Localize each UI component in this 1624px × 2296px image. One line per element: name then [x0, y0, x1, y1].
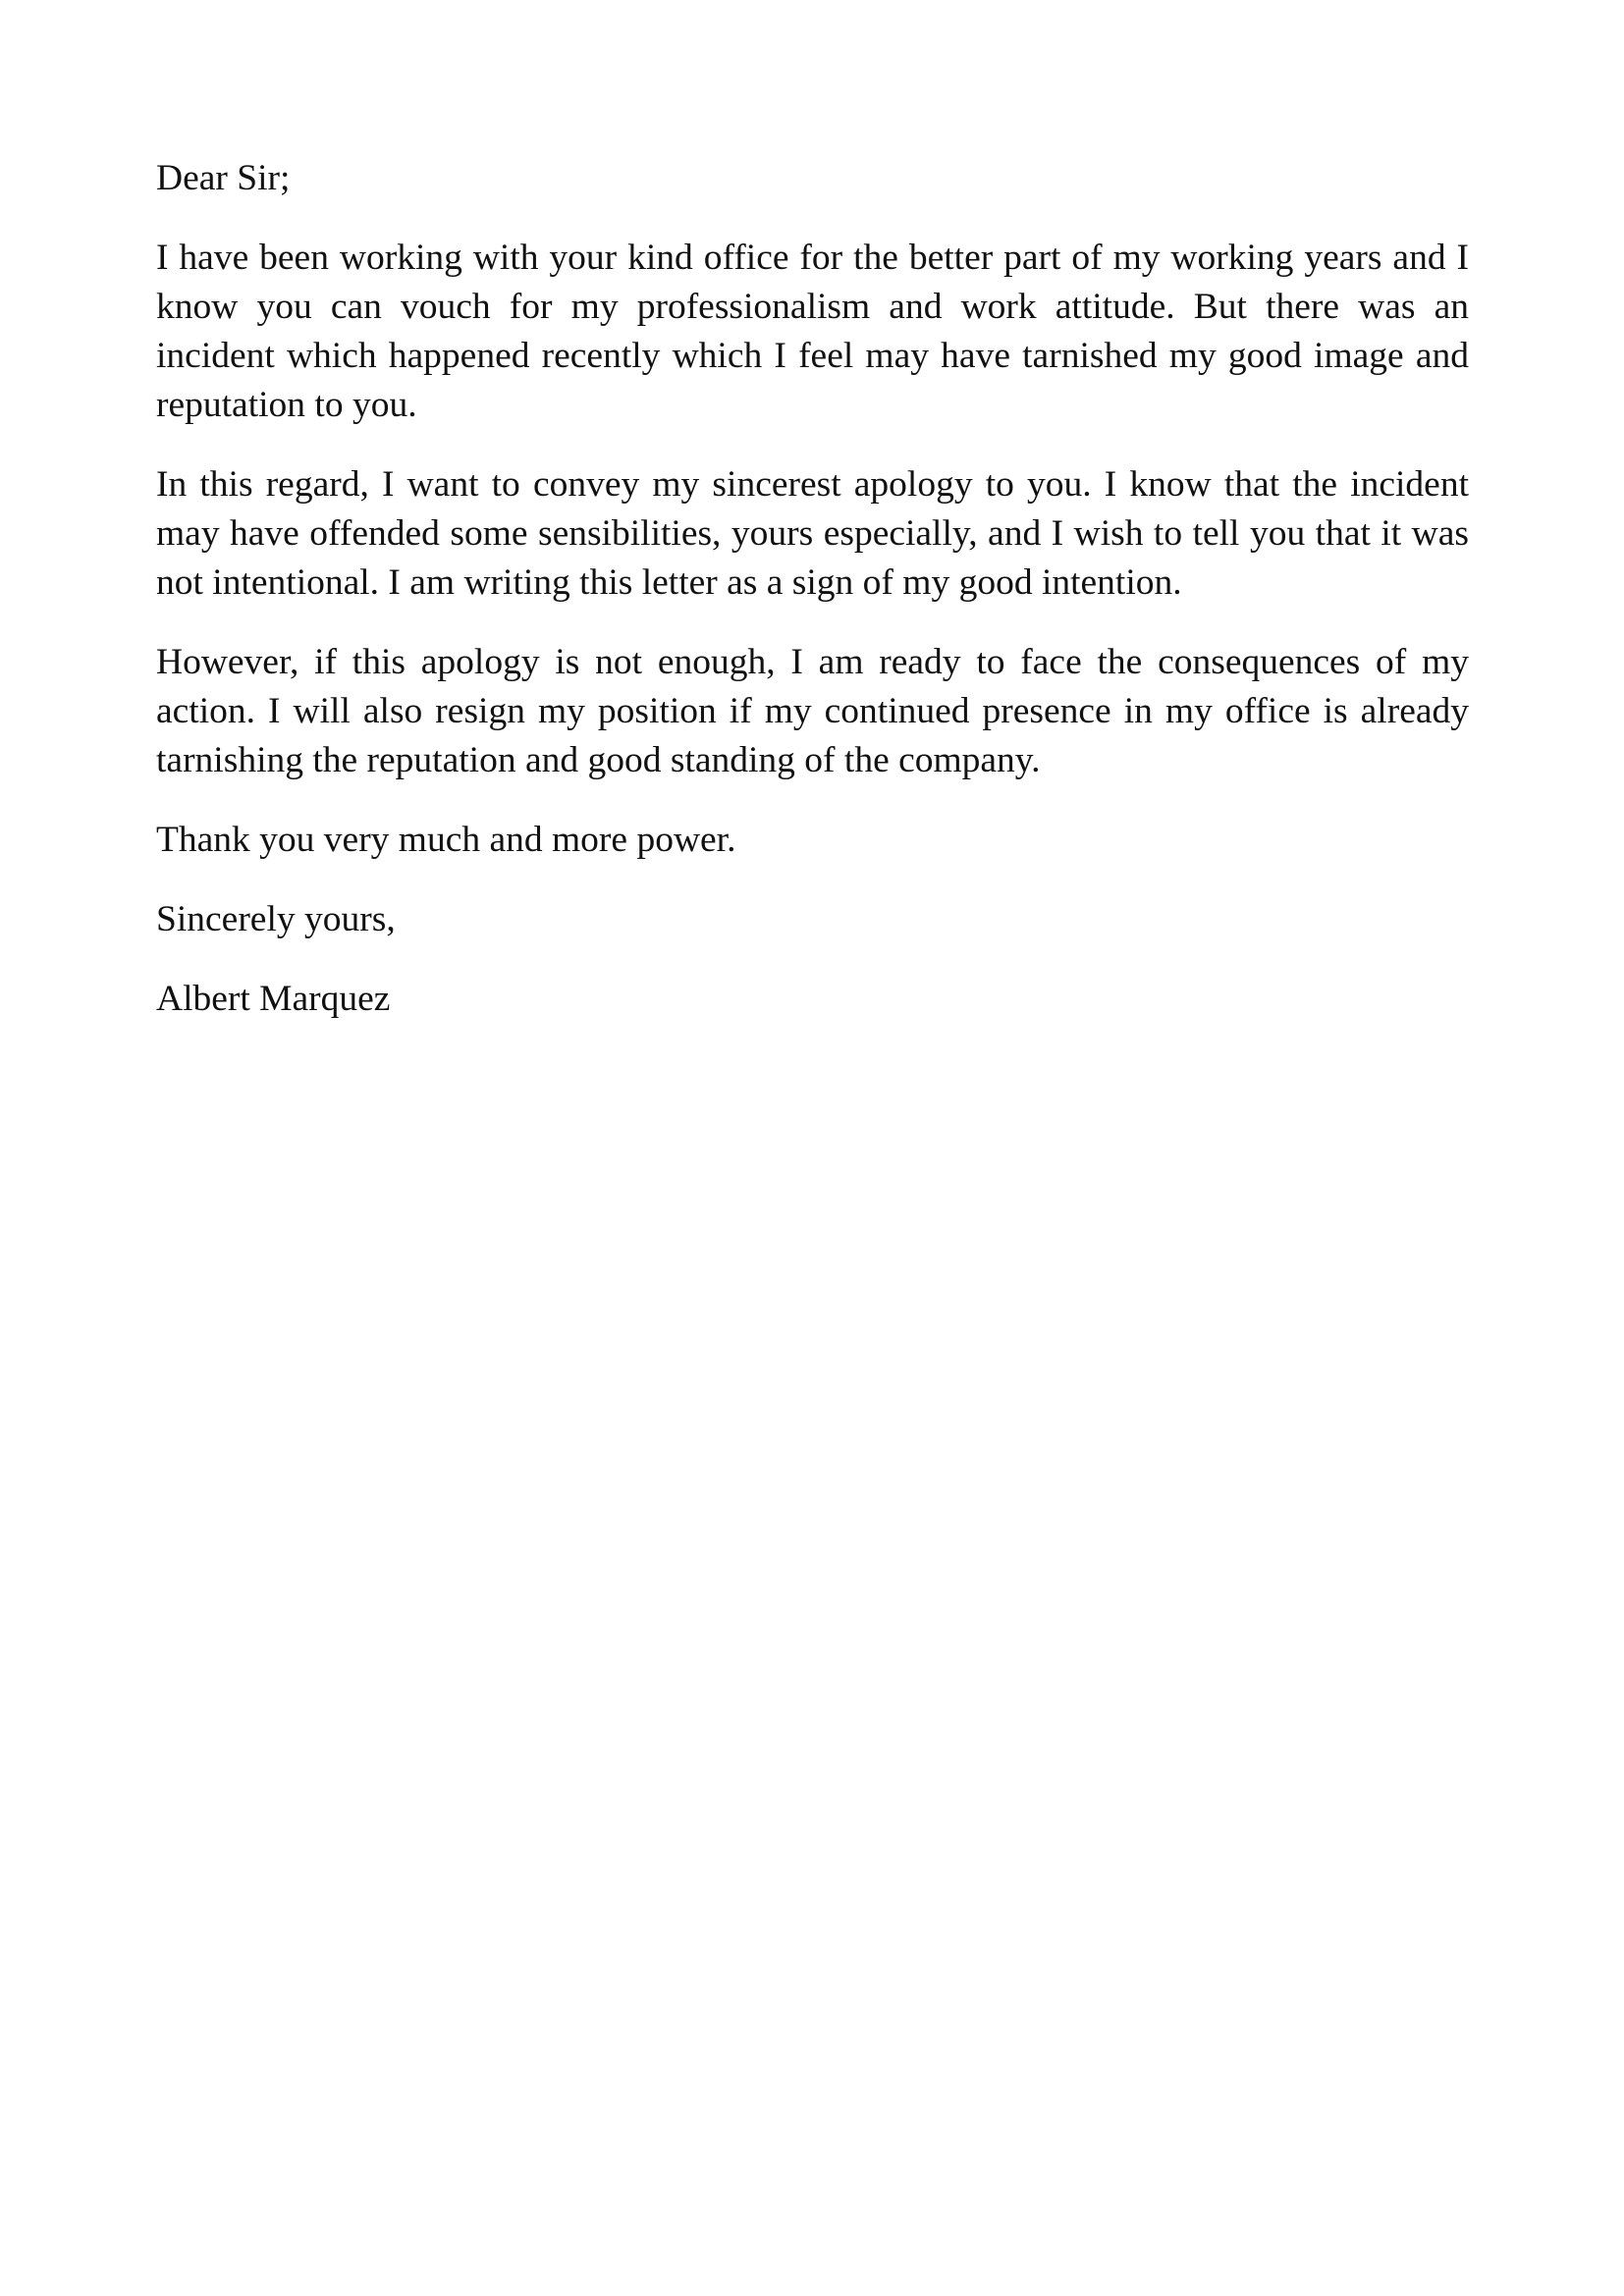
closing: Sincerely yours,	[156, 899, 396, 939]
salutation: Dear Sir;	[156, 158, 291, 198]
paragraph-consequences: However, if this apology is not enough, I am ready to face the consequences of my action. I will also resign my position if my continued presence in my office is already tarnishing the reputation and good standing of the company.	[156, 642, 1469, 780]
paragraph-apology: In this regard, I want to convey my sincerest apology to you. I know that the incident may have offended some sensibilities, yours especially, and I wish to tell you that it was not intentional. I am writing this letter as a sign of my good intention.	[156, 464, 1469, 603]
signature: Albert Marquez	[156, 979, 391, 1019]
paragraph-thanks: Thank you very much and more power.	[156, 820, 736, 860]
letter-page	[156, 154, 1469, 1054]
paragraph-intro: I have been working with your kind office for the better part of my working years and I know you can vouch for my professionalism and work attitude. But there was an incident which happened recently which I feel may have tarnished my good image and reputation to you.	[156, 238, 1469, 425]
